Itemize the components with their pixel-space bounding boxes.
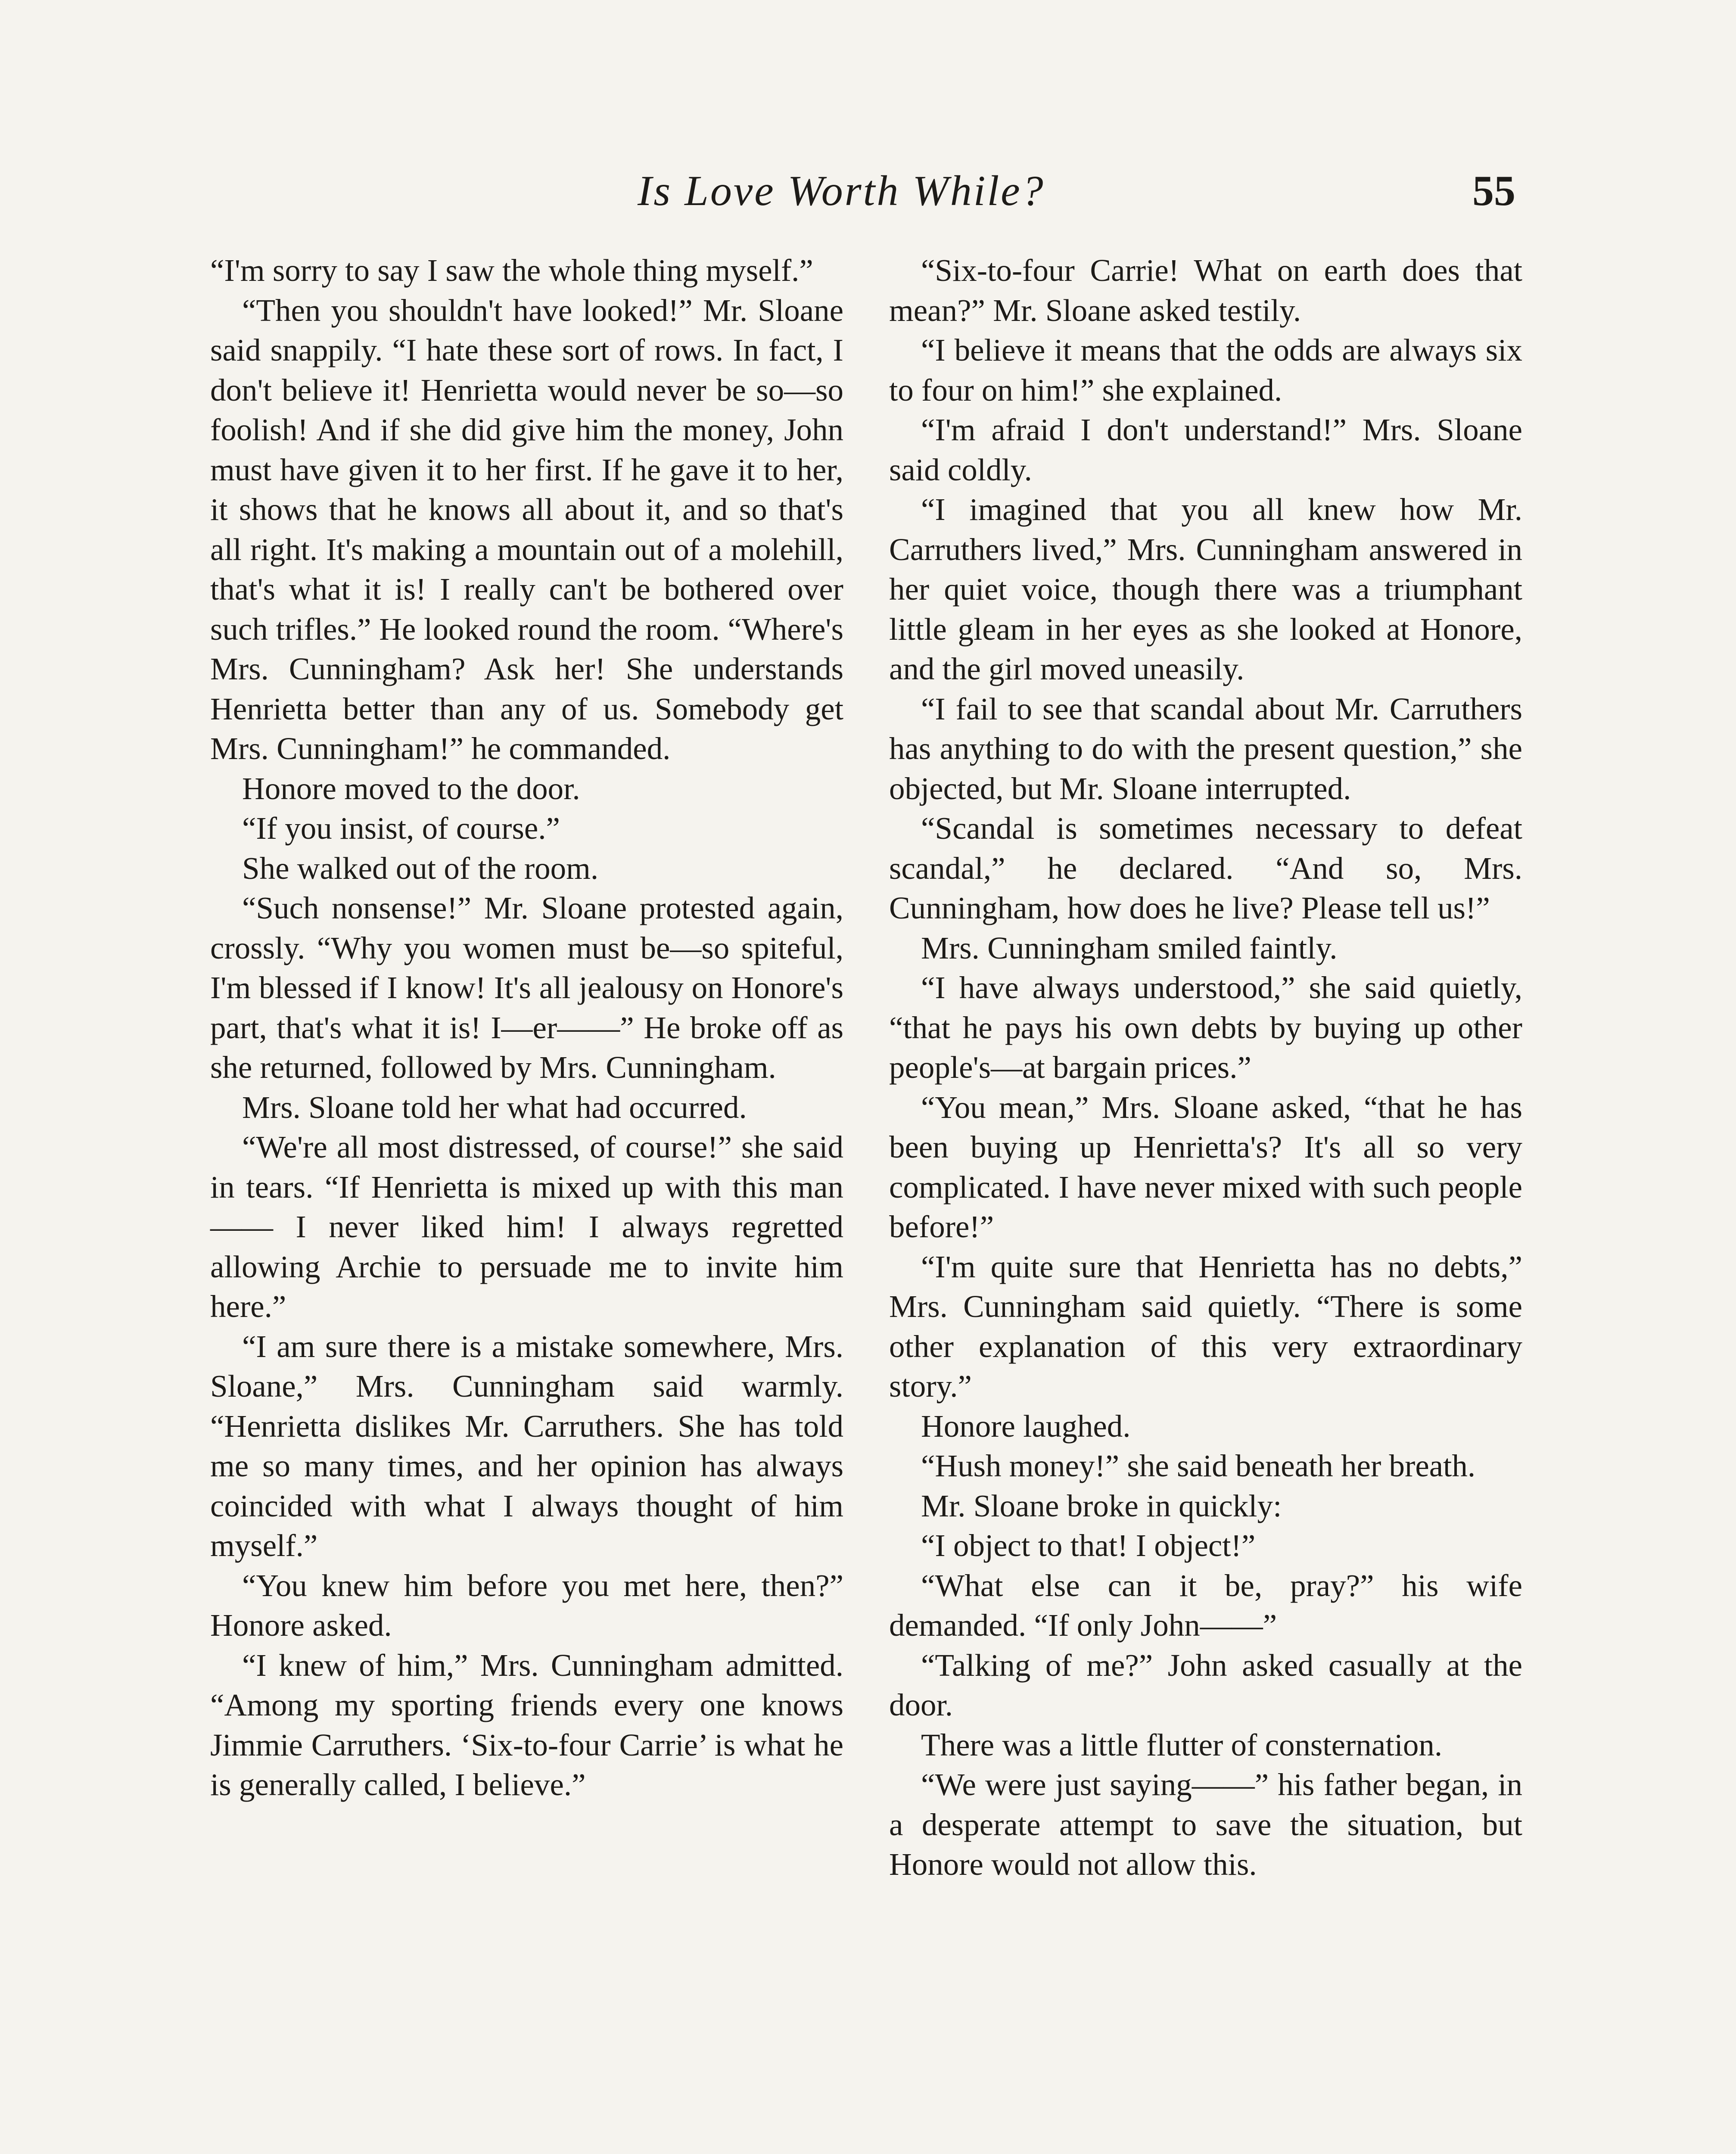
paragraph: “I object to that! I object!”	[921, 1528, 1256, 1563]
paragraph: Honore laughed.	[921, 1408, 1131, 1444]
paragraph: “Six-to-four Carrie! What on earth does that mean?” Mr. Sloane asked testily.	[889, 253, 1522, 328]
paragraph: She walked out of the room.	[242, 850, 599, 886]
paragraph: “I'm sorry to say I saw the whole thing myself.”	[210, 253, 813, 288]
text-column-right	[889, 251, 1522, 1885]
paragraph: “Such nonsense!” Mr. Sloane protested again, crossly. “Why you women must be—so spiteful, I'm blessed if I know! It's all jealousy on Honore's part, that's what it is! I—er——” He broke off as she returned, followed by Mrs. Cunningham.	[210, 890, 843, 1085]
paragraph: “I'm quite sure that Henrietta has no debts,” Mrs. Cunningham said quietly. “There is some other explanation of this very extraordinary story.”	[889, 1249, 1522, 1404]
paragraph: Mrs. Cunningham smiled faintly.	[921, 930, 1338, 965]
paragraph: “We were just saying——” his father began, in a desperate attempt to save the situation, but Honore would not allow this.	[889, 1767, 1522, 1882]
page-header	[0, 166, 1736, 222]
paragraph: “Then you shouldn't have looked!” Mr. Sloane said snappily. “I hate these sort of rows. In fact, I don't believe it! Henrietta would never be so—so foolish! And if she did give him the money, John must have given it to her first. If he gave it to her, it shows that he knows all about it, and so that's all right. It's making a mountain out of a molehill, that's what it is! I really can't be bothered over such trifles.” He looked round the room. “Where's Mrs. Cunningham? Ask her! She understands Henrietta better than any of us. Somebody get Mrs. Cunningham!” he commanded.	[210, 293, 843, 766]
paragraph: Mr. Sloane broke in quickly:	[921, 1488, 1282, 1523]
paragraph: “I fail to see that scandal about Mr. Carruthers has anything to do with the present question,” she objected, but Mr. Sloane interrupted.	[889, 691, 1522, 806]
paragraph: “If you insist, of course.”	[242, 811, 560, 846]
paragraph: “Hush money!” she said beneath her breath.	[921, 1448, 1476, 1483]
paragraph: “I'm afraid I don't understand!” Mrs. Sloane said coldly.	[889, 412, 1522, 487]
paragraph: “I have always understood,” she said quietly, “that he pays his own debts by buying up other people's—at bargain prices.”	[889, 970, 1522, 1085]
paragraph: There was a little flutter of consternation.	[921, 1727, 1443, 1762]
paragraph: “I believe it means that the odds are always six to four on him!” she explained.	[889, 333, 1522, 408]
paragraph: “You mean,” Mrs. Sloane asked, “that he has been buying up Henrietta's? It's all so very complicated. I have never mixed with such people before!”	[889, 1089, 1522, 1244]
paragraph: “We're all most distressed, of course!” she said in tears. “If Henrietta is mixed up with this man—— I never liked him! I always regretted allowing Archie to persuade me to invite him here.”	[210, 1130, 843, 1324]
paragraph: Mrs. Sloane told her what had occurred.	[242, 1089, 747, 1125]
text-column-left	[210, 251, 843, 1805]
paragraph: “Talking of me?” John asked casually at the door.	[889, 1647, 1522, 1722]
paragraph: “I am sure there is a mistake somewhere, Mrs. Sloane,” Mrs. Cunningham said warmly. “Henrietta dislikes Mr. Carruthers. She has told me so many times, and her opinion has always coincided with what I always thought of him myself.”	[210, 1329, 843, 1563]
running-title: Is Love Worth While?	[638, 167, 1045, 215]
paragraph: “You knew him before you met here, then?” Honore asked.	[210, 1568, 843, 1643]
paragraph: “What else can it be, pray?” his wife demanded. “If only John——”	[889, 1568, 1522, 1643]
paragraph: “I knew of him,” Mrs. Cunningham admitted. “Among my sporting friends every one knows Jimmie Carruthers. ‘Six-to-four Carrie’ is what he is generally called, I believe.”	[210, 1647, 843, 1802]
paragraph: Honore moved to the door.	[242, 771, 580, 806]
paragraph: “I imagined that you all knew how Mr. Carruthers lived,” Mrs. Cunningham answered in her quiet voice, though there was a triumphant little gleam in her eyes as she looked at Honore, and the girl moved uneasily.	[889, 492, 1522, 686]
page-number: 55	[1472, 167, 1515, 215]
paragraph: “Scandal is sometimes necessary to defeat scandal,” he declared. “And so, Mrs. Cunningham, how does he live? Please tell us!”	[889, 811, 1522, 925]
